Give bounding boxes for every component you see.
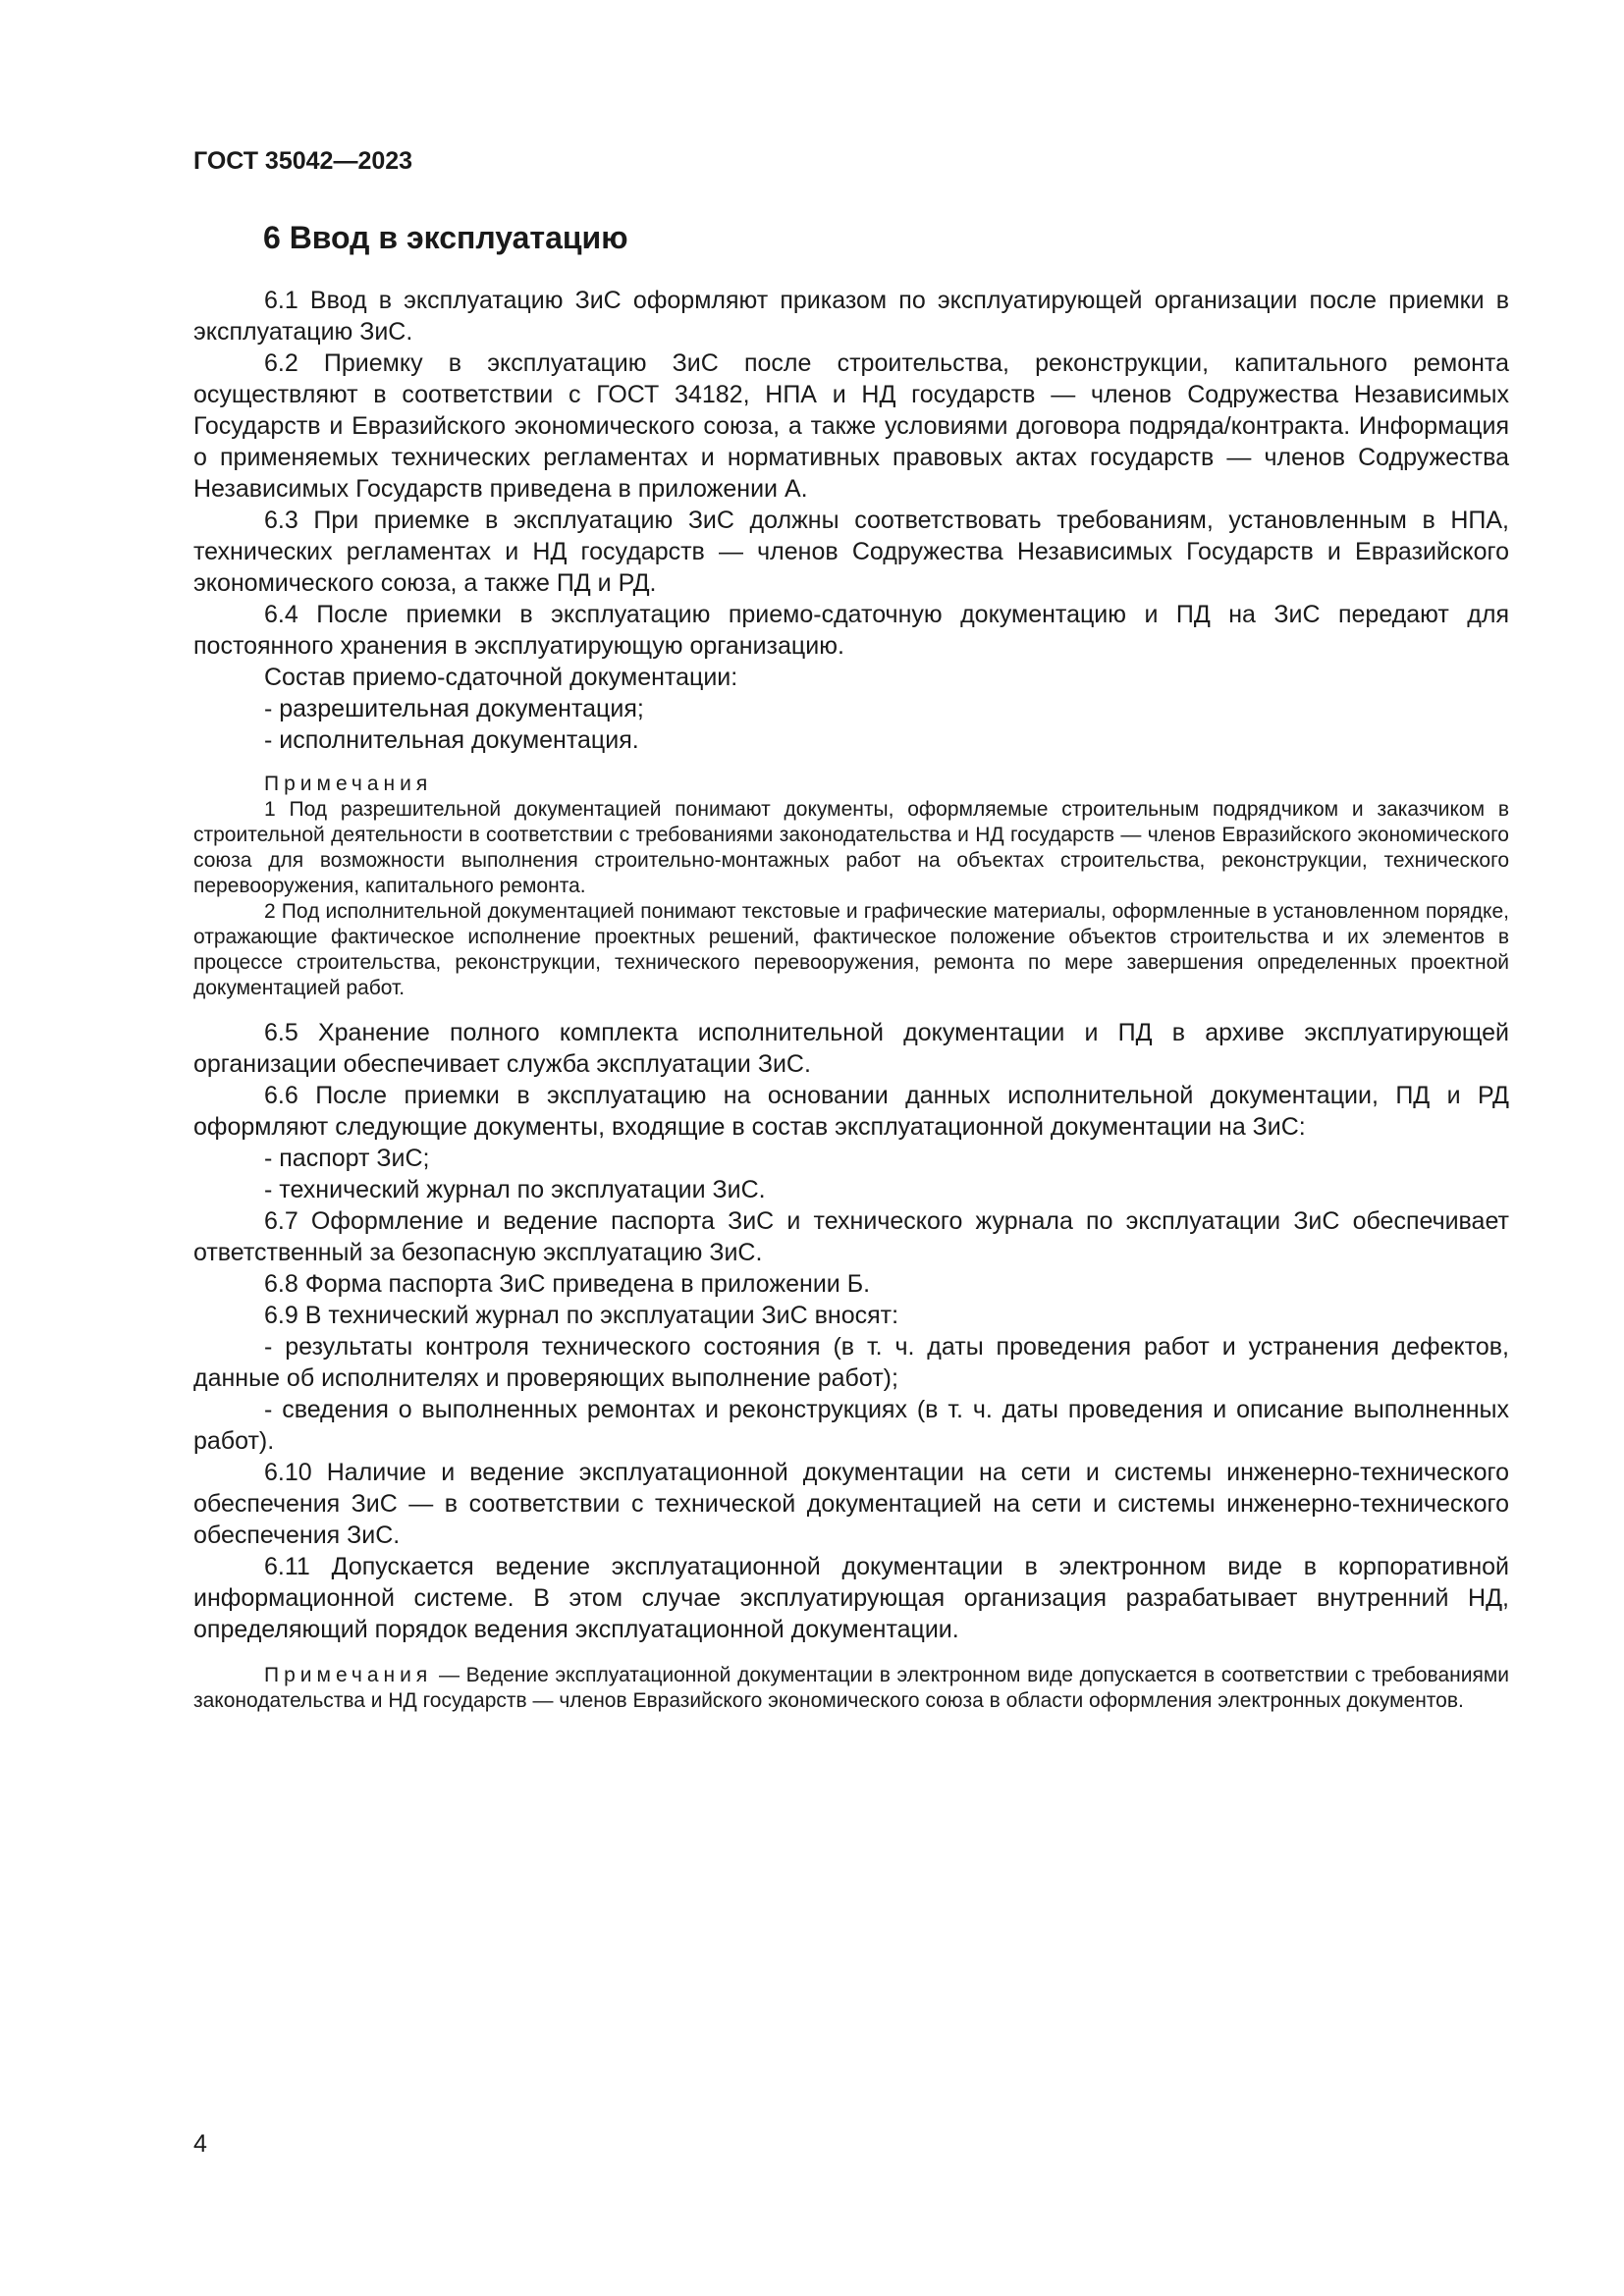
document-code: ГОСТ 35042—2023 bbox=[193, 147, 413, 175]
final-note-label: Примечания bbox=[264, 1664, 433, 1686]
note-item: 2 Под исполнительной документацией понимают текстовые и графические материалы, оформленные в установленном порядке, отражающие фактическое исполнение проектных решений, фактическое положение объектов строительства и их элементов в процессе строительства, реконструкции, технического перевооружения, ремонта по мере завершения определенных проектной документацией работ. bbox=[193, 900, 1509, 999]
paragraph-6-7: 6.7 Оформление и ведение паспорта ЗиС и технического журнала по эксплуатации ЗиС обеспечивает ответственный за безопасную эксплуатацию ЗиС. bbox=[193, 1207, 1509, 1266]
notes-heading: Примечания bbox=[264, 773, 433, 795]
list-item: - технический журнал по эксплуатации ЗиС. bbox=[264, 1176, 766, 1203]
notes-block bbox=[193, 772, 1509, 1001]
paragraph-6-2: 6.2 Приемку в эксплуатацию ЗиС после строительства, реконструкции, капитального ремонта осуществляют в соответствии с ГОСТ 34182, НПА и НД государств — членов Содружества Независимых Государств и Евразийского экономического союза, а также условиями договора подряда/контракта. Информация о применяемых технических регламентах и нормативных правовых актах государств — членов Содружества Независимых Государств приведена в приложении А. bbox=[193, 349, 1509, 503]
paragraph-6-5: 6.5 Хранение полного комплекта исполнительной документации и ПД в архиве эксплуатирующей организации обеспечивает служба эксплуатации ЗиС. bbox=[193, 1019, 1509, 1078]
section-continuation bbox=[193, 1017, 1509, 1645]
final-note bbox=[193, 1663, 1509, 1714]
page-body bbox=[193, 285, 1509, 1714]
paragraph-6-3: 6.3 При приемке в эксплуатацию ЗиС должны соответствовать требованиям, установленным в НПА, технических регламентах и НД государств — членов Содружества Независимых Государств и Евразийского экономического союза, а также ПД и РД. bbox=[193, 507, 1509, 597]
paragraph-6-9: 6.9 В технический журнал по эксплуатации ЗиС вносят: bbox=[264, 1302, 899, 1329]
paragraph-6-8: 6.8 Форма паспорта ЗиС приведена в приложении Б. bbox=[264, 1270, 871, 1298]
list-item: - паспорт ЗиС; bbox=[264, 1145, 430, 1172]
section-title: 6 Ввод в эксплуатацию bbox=[263, 220, 628, 255]
list-item: - сведения о выполненных ремонтах и реконструкциях (в т. ч. даты проведения и описание выполненных работ). bbox=[193, 1396, 1509, 1455]
list-item: - результаты контроля технического состояния (в т. ч. даты проведения работ и устранения дефектов, данные об исполнителях и проверяющих выполнение работ); bbox=[193, 1333, 1509, 1392]
paragraph-6-4: 6.4 После приемки в эксплуатацию приемо-сдаточную документацию и ПД на ЗиС передают для постоянного хранения в эксплуатирующую организацию. bbox=[193, 601, 1509, 660]
list-item: - разрешительная документация; bbox=[264, 695, 644, 722]
final-note-text: — Ведение эксплуатационной документации в электронном виде допускается в соответствии с требованиями законодательства и НД государств — членов Евразийского экономического союза в области оформления электронных документов. bbox=[193, 1664, 1509, 1712]
paragraph-6-11: 6.11 Допускается ведение эксплуатационной документации в электронном виде в корпоративной информационной системе. В этом случае эксплуатирующая организация разрабатывает внутренний НД, определяющий порядок ведения эксплуатационной документации. bbox=[193, 1553, 1509, 1643]
page-number: 4 bbox=[193, 2130, 207, 2158]
list-intro: Состав приемо-сдаточной документации: bbox=[264, 664, 738, 691]
paragraph-6-6: 6.6 После приемки в эксплуатацию на основании данных исполнительной документации, ПД и РД оформляют следующие документы, входящие в состав эксплуатационной документации на ЗиС: bbox=[193, 1082, 1509, 1141]
paragraph-6-1: 6.1 Ввод в эксплуатацию ЗиС оформляют приказом по эксплуатирующей организации после приемки в эксплуатацию ЗиС. bbox=[193, 287, 1509, 346]
paragraph-6-10: 6.10 Наличие и ведение эксплуатационной документации на сети и системы инженерно-технического обеспечения ЗиС — в соответствии с технической документацией на сети и системы инженерно-технического обеспечения ЗиС. bbox=[193, 1459, 1509, 1549]
note-item: 1 Под разрешительной документацией понимают документы, оформляемые строительным подрядчиком и заказчиком в строительной деятельности в соответствии с требованиями законодательства и НД государств — членов Евразийского экономического союза для возможности выполнения строительно-монтажных работ на объектах строительства, реконструкции, технического перевооружения, капитального ремонта. bbox=[193, 798, 1509, 897]
list-item: - исполнительная документация. bbox=[264, 726, 639, 754]
